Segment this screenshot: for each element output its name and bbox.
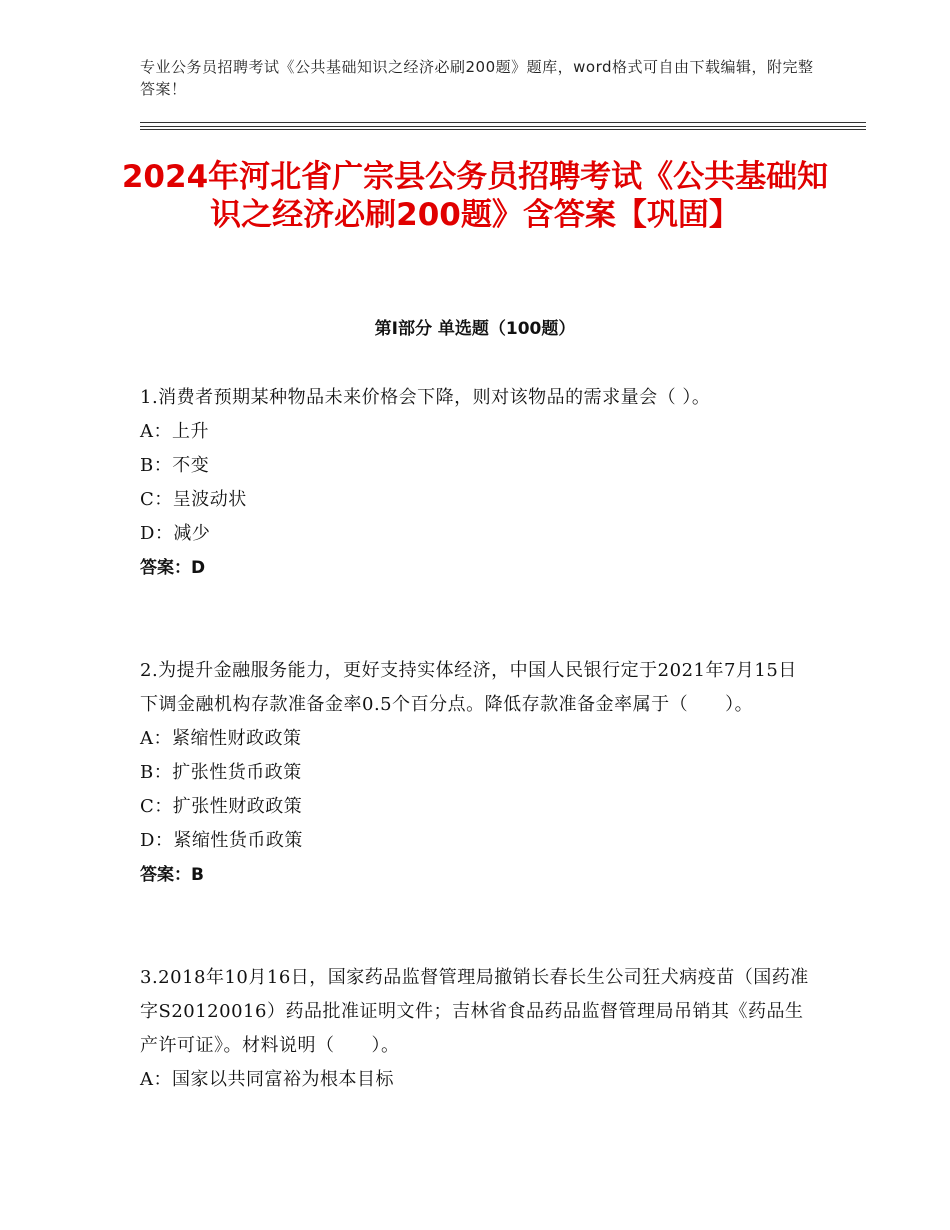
option-d: D：减少 (140, 523, 211, 544)
option-c: C：扩张性财政政策 (140, 796, 303, 817)
header-divider (140, 129, 866, 130)
option-d: D：紧缩性货币政策 (140, 830, 303, 851)
question-stem: 2.为提升金融服务能力，更好支持实体经济，中国人民银行定于2021年7月15日下调金融机构存款准备金率0.5个百分点。降低存款准备金率属于（ ）。 (140, 660, 797, 715)
question-stem: 3.2018年10月16日，国家药品监督管理局撤销长春长生公司狂犬病疫苗（国药准字S20120016）药品批准证明文件；吉林省食品药品监督管理局吊销其《药品生产许可证》。材料说明（ ）。 (140, 967, 809, 1056)
option-b: B：不变 (140, 455, 210, 476)
answer-line: 答案：D (140, 558, 206, 578)
answer-line: 答案：B (140, 865, 204, 885)
question-stem: 1.消费者预期某种物品未来价格会下降，则对该物品的需求量会（ ）。 (140, 387, 711, 408)
section-heading: 第Ⅰ部分 单选题（100题） (374, 319, 576, 339)
header-divider (140, 122, 866, 123)
option-a: A：紧缩性财政政策 (140, 728, 302, 749)
question-1 (140, 381, 812, 585)
option-b: B：扩张性货币政策 (140, 762, 302, 783)
question-3 (140, 961, 812, 1097)
question-2 (140, 654, 812, 892)
header-divider (140, 126, 866, 127)
option-a: A：国家以共同富裕为根本目标 (140, 1069, 394, 1090)
option-a: A：上升 (140, 421, 209, 442)
header-note: 专业公务员招聘考试《公共基础知识之经济必刷200题》题库，word格式可自由下载编辑，附完整答案！ (140, 58, 814, 98)
document-title: 2024年河北省广宗县公务员招聘考试《公共基础知识之经济必刷200题》含答案【巩固】 (121, 159, 829, 233)
option-c: C：呈波动状 (140, 489, 247, 510)
